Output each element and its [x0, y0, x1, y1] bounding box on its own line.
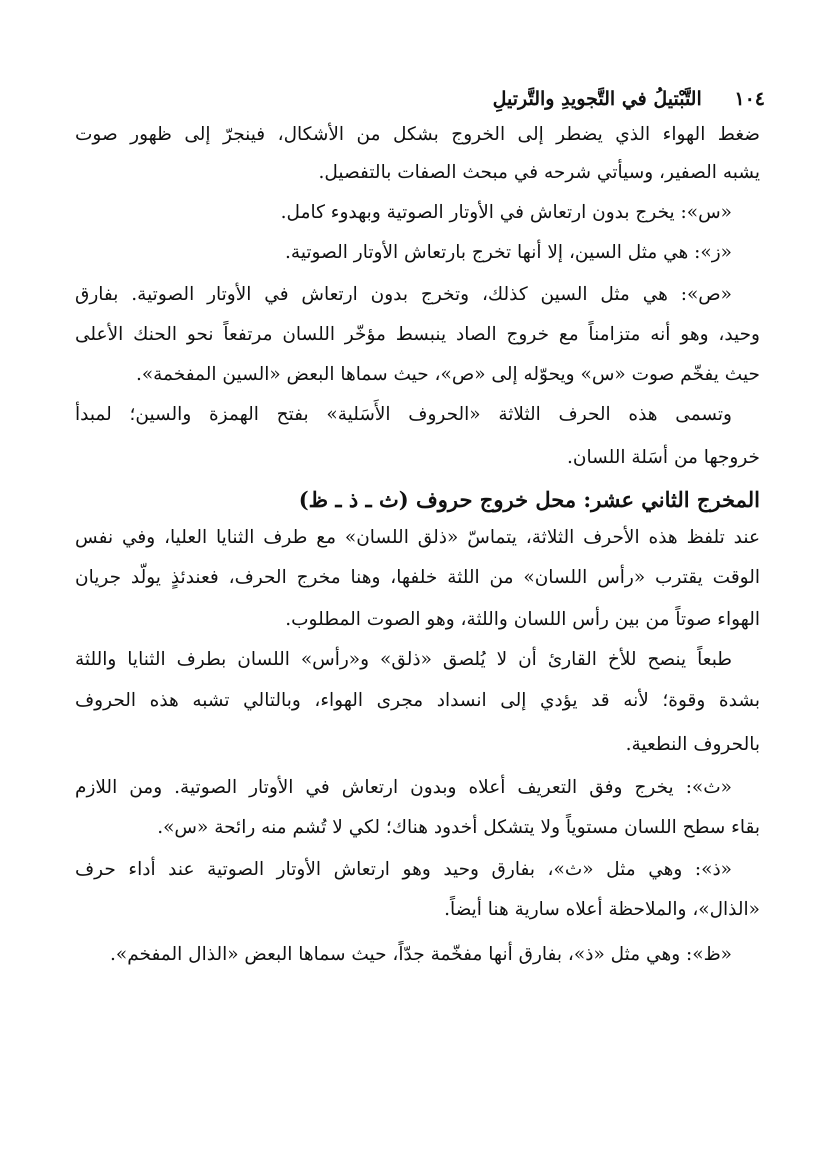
text-line: «س»: يخرج بدون ارتعاش في الأوتار الصوتية وبهدوء كامل.: [280, 202, 732, 223]
text-line: يشبه الصفير، وسيأتي شرحه في مبحث الصفات بالتفصيل.: [318, 162, 760, 183]
text-line: عند تلفظ هذه الأحرف الثلاثة، يتماسّ «ذلق اللسان» مع طرف الثنايا العليا، وفي نفس: [75, 527, 760, 548]
text-line: حيث يفخّم صوت «س» ويحوّله إلى «ص»، حيث سماها البعض «السين المفخمة».: [135, 364, 760, 385]
text-line: «ص»: هي مثل السين كذلك، وتخرج بدون ارتعاش في الأوتار الصوتية. بفارق: [75, 284, 732, 305]
text-line: «ز»: هي مثل السين، إلا أنها تخرج بارتعاش الأوتار الصوتية.: [285, 242, 732, 263]
text-line: بشدة وقوة؛ لأنه قد يؤدي إلى انسداد مجرى الهواء، وبالتالي تشبه هذه الحروف: [75, 690, 760, 711]
text-line: ضغط الهواء الذي يضطر إلى الخروج بشكل من الأشكال، فينجرّ إلى ظهور صوت: [75, 124, 760, 145]
book-title: التَّبْتيلُ في التَّجويدِ والتَّرتيلِ: [492, 88, 702, 110]
text-line: «ث»: يخرج وفق التعريف أعلاه وبدون ارتعاش في الأوتار الصوتية. ومن اللازم: [75, 777, 732, 798]
text-line: الوقت يقترب «رأس اللسان» من اللثة خلفها، وهنا مخرج الحرف، فعندئذٍ يولّد جريان: [75, 567, 760, 588]
text-line: «ذ»: وهي مثل «ث»، بفارق وحيد وهو ارتعاش الأوتار الصوتية عند أداء حرف: [75, 859, 732, 880]
page-number: ١٠٤: [734, 88, 765, 110]
text-line: وحيد، وهو أنه متزامناً مع خروج الصاد ينبسط مؤخّر اللسان مرتفعاً نحو الحنك الأعلى: [75, 324, 760, 345]
text-line: خروجها من أسَلة اللسان.: [566, 447, 760, 468]
section-heading: المخرج الثاني عشر: محل خروج حروف (ث ـ ذ ـ ظ): [298, 487, 760, 512]
text-line: بالحروف النطعية.: [625, 734, 760, 755]
running-header: [493, 88, 765, 110]
text-line: طبعاً ينصح للأخ القارئ أن لا يُلصق «ذلق» و«رأس» اللسان بطرف الثنايا واللثة: [75, 649, 732, 670]
text-line: «ظ»: وهي مثل «ذ»، بفارق أنها مفخّمة جدّاً، حيث سماها البعض «الذال المفخم».: [110, 944, 732, 965]
text-line: بقاء سطح اللسان مستوياً ولا يتشكل أخدود هناك؛ لكي لا تُشم منه رائحة «س».: [157, 817, 760, 838]
text-line: «الذال»، والملاحظة أعلاه سارية هنا أيضاً.: [444, 899, 760, 920]
text-line: وتسمى هذه الحرف الثلاثة «الحروف الأَسَلية» بفتح الهمزة والسين؛ لمبدأ: [75, 404, 732, 425]
text-line: الهواء صوتاً من بين رأس اللسان واللثة، وهو الصوت المطلوب.: [285, 609, 760, 630]
